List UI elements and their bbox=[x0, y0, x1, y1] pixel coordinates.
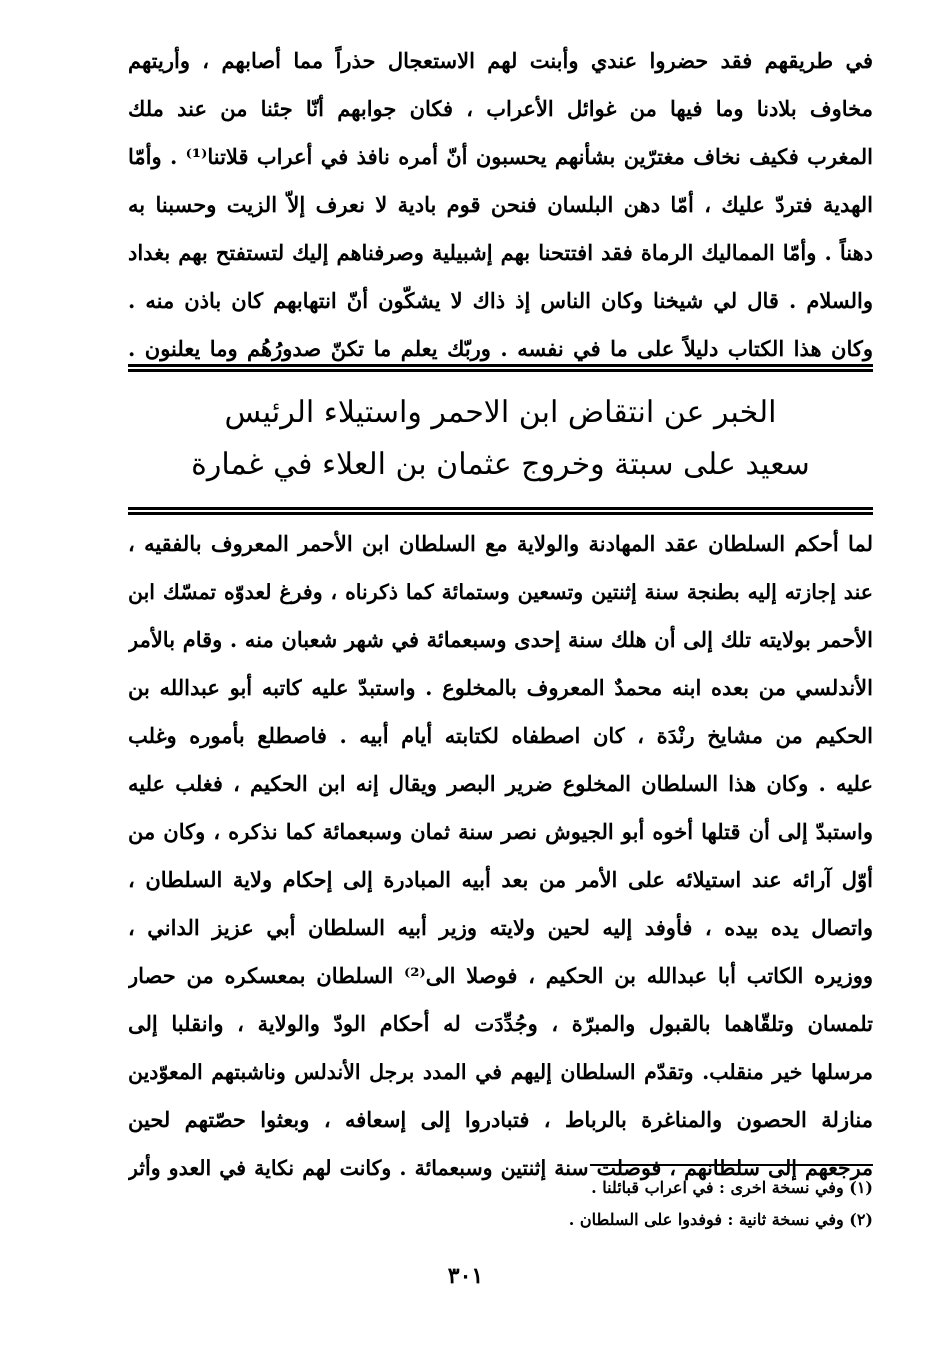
text-line: الهدية فتردّ عليك ، أمّا دهن البلسان فنحن قوم بادية لا نعرف إلاّ الزيت وحسبنا به bbox=[128, 192, 873, 217]
text-line: مخاوف بلادنا وما فيها من غوائل الأعراب ، فكان جوابهم أنّا جئنا من عند ملك bbox=[128, 96, 873, 121]
page-number: ٣٠١ bbox=[447, 1263, 484, 1289]
footnotes bbox=[320, 1172, 873, 1236]
text-line: لما أحكم السلطان عقد المهادنة والولاية مع السلطان ابن الأحمر المعروف بالفقيه ، bbox=[128, 531, 873, 556]
text-line: منازلة الحصون والمناغرة بالرباط ، فتبادروا إلى إسعافه ، وبعثوا حصّتهم لحين bbox=[128, 1107, 873, 1132]
text-line: واتصال يده بيده ، فأوفد إليه لحين ولايته وزير أبيه السلطان أبي عزيز الداني ، bbox=[128, 915, 873, 940]
text-line: وكان هذا الكتاب دليلاً على ما في نفسه . وربّك يعلم ما تكنّ صدورُهُم وما يعلنون . bbox=[128, 336, 873, 361]
text-line: أوّل آرائه عند استيلائه على الأمر من بعد أبيه المبادرة إلى إحكام ولاية السلطان ، bbox=[128, 867, 873, 892]
text-line: تلمسان وتلقّاهما بالقبول والمبرّة ، وجُدِّدَت له أحكام الودّ والولاية ، وانقلبا إلى bbox=[128, 1011, 873, 1036]
text-line: الأحمر بولايته تلك إلى أن هلك سنة إحدى وسبعمائة في شهر شعبان منه . وقام بالأمر bbox=[128, 627, 873, 652]
heading-line: الخبر عن انتقاض ابن الاحمر واستيلاء الرئيس bbox=[224, 395, 777, 430]
text-line: دهناً . وأمّا المماليك الرماة فقد افتتحنا بهم إشبيلية وصرفناهم إليك لتستفتح بهم بغداد bbox=[128, 240, 873, 265]
footnote-2: (٢) وفي نسخة ثانية : فوفدوا على السلطان . bbox=[568, 1210, 873, 1229]
footnote-1: (١) وفي نسخة اخرى : في اعراب قبائلنا . bbox=[591, 1178, 873, 1197]
top-paragraph bbox=[128, 37, 873, 373]
text-line: مرجعهم إلى سلطانهم ، فوصلت سنة إثنتين وسبعمائة . وكانت لهم نكاية في العدو وأثر bbox=[128, 1156, 873, 1180]
footnote-separator bbox=[590, 1164, 873, 1166]
section-heading bbox=[128, 387, 873, 491]
text-line: والسلام . قال لي شيخنا وكان الناس إذ ذاك لا يشكّون أنّ انتهابهم كان باذن منه . bbox=[128, 288, 873, 313]
body-paragraph bbox=[128, 520, 873, 1192]
text-line: واستبدّ إلى أن قتلها أخوه أبو الجيوش نصر سنة ثمان وسبعمائة كما نذكره ، وكان من bbox=[128, 819, 873, 844]
text-line: الأندلسي من بعده ابنه محمدٌ المعروف بالمخلوع . واستبدّ عليه كاتبه أبو عبدالله بن bbox=[128, 675, 873, 700]
text-line: ووزيره الكاتب أبا عبدالله بن الحكيم ، فوصلا الى⁽²⁾ السلطان بمعسكره من حصار bbox=[128, 963, 873, 988]
text-line: في طريقهم فقد حضروا عندي وأبنت لهم الاستعجال حذراً مما أصابهم ، وأريتهم bbox=[128, 48, 873, 73]
text-line: الحكيم من مشايخ رنْدَة ، كان اصطفاه لكتابته أيام أبيه . فاصطلع بأموره وغلب bbox=[128, 723, 873, 748]
text-line: مرسلها خير منقلب. وتقدّم السلطان إليهم في المدد برجل الأندلس وناشبتهم المعوّدين bbox=[128, 1060, 873, 1084]
heading-bottom-rule bbox=[128, 507, 873, 515]
heading-top-rule bbox=[128, 364, 873, 372]
text-line: عليه . وكان هذا السلطان المخلوع ضرير البصر ويقال إنه ابن الحكيم ، فغلب عليه bbox=[128, 771, 873, 796]
heading-line: سعيد على سبتة وخروج عثمان بن العلاء في غمارة bbox=[191, 447, 810, 482]
text-line: عند إجازته إليه بطنجة سنة إثنتين وتسعين وستمائة كما ذكرناه ، وفرغ لعدوّه تمسّك ابن bbox=[128, 580, 873, 604]
text-line: المغرب فكيف نخاف مغترّين بشأنهم يحسبون أنّ أمره نافذ في أعراب قلاتنا⁽¹⁾ . وأمّا bbox=[128, 144, 873, 169]
